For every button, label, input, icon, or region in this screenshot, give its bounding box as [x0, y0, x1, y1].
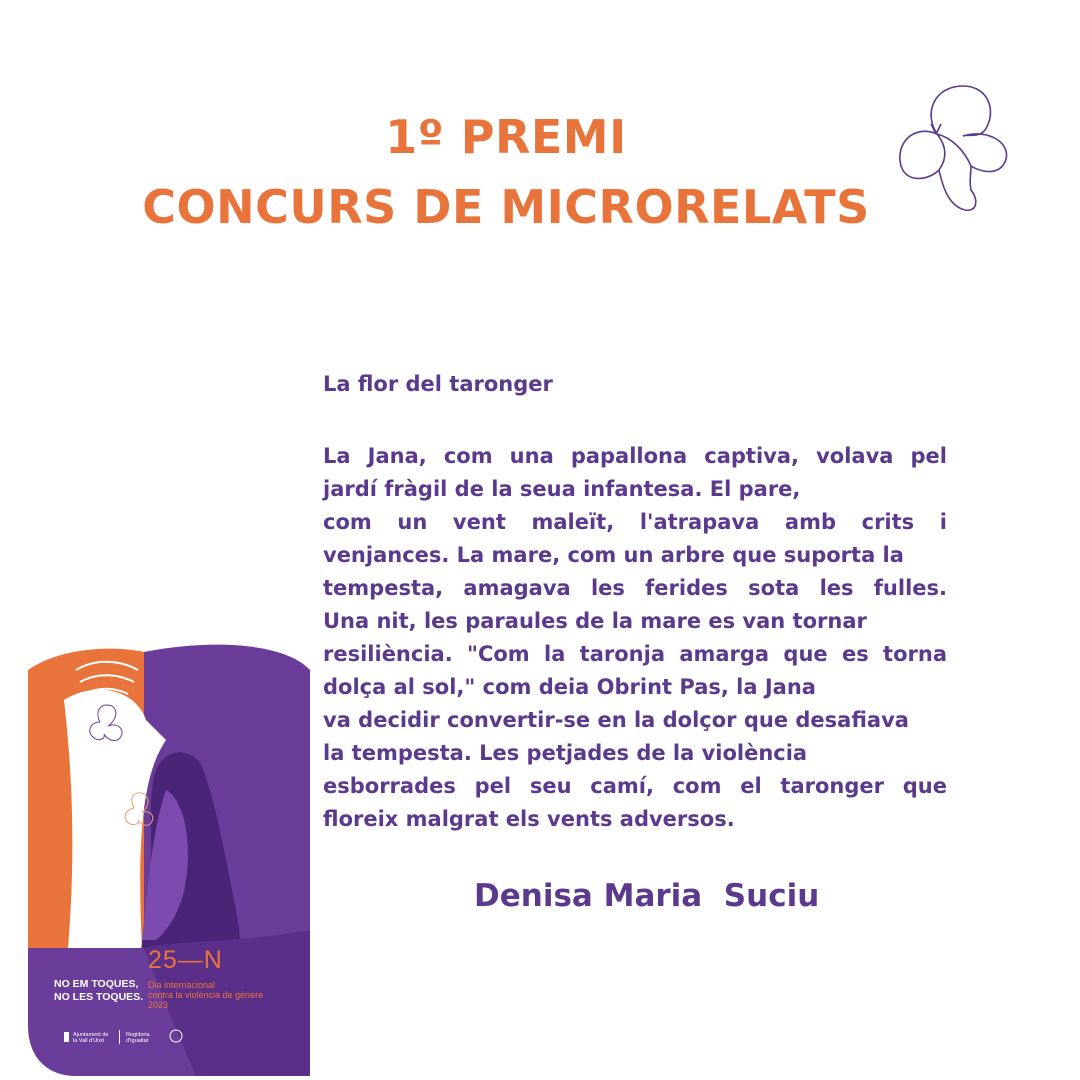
story-line: tempesta, amagava les ferides sota les fulles. — [323, 576, 947, 600]
story-line: La Jana, com una papallona captiva, volava pel — [323, 444, 947, 468]
header-title-line1: 1º PREMI — [385, 110, 627, 164]
story-line: com un vent maleït, l'atrapava amb crits i — [323, 510, 947, 534]
story-line: jardí fràgil de la seua infantesa. El pare, — [323, 477, 801, 501]
story-line: resiliència. "Com la taronja amarga que es torna — [323, 642, 947, 666]
poster-logo1-line1: Ajuntament de — [73, 1032, 109, 1038]
story-line: dolça al sol," com deia Obrint Pas, la Jana — [323, 675, 816, 699]
story-line: va decidir convertir-se en la dolçor que desafiava — [323, 708, 909, 732]
story-line: Una nit, les paraules de la mare es van tornar — [323, 609, 867, 633]
poster-logo2-line2: d'Igualtat — [126, 1038, 149, 1044]
story-line: esborrades pel seu camí, com el taronger que — [323, 774, 947, 798]
poster-slogan-line1: NO EM TOQUES, — [54, 978, 139, 990]
story-title: La flor del taronger — [323, 372, 553, 396]
poster-slogan-line2: NO LES TOQUES. — [54, 991, 144, 1003]
butterfly-icon — [893, 82, 1013, 217]
story — [323, 368, 947, 836]
story-line: floreix malgrat els vents adversos. — [323, 807, 735, 831]
poster-date: 25—N — [148, 946, 223, 974]
story-line: venjances. La mare, com un arbre que suporta la — [323, 543, 904, 567]
poster-day-line1: Dia internacional — [148, 980, 216, 990]
header-title-line2: CONCURS DE MICRORELATS — [142, 180, 870, 234]
poster-logo1-line2: la Vall d'Uixó — [73, 1038, 105, 1044]
story-line: la tempesta. Les petjades de la violència — [323, 741, 808, 765]
poster-logo2-line1: Regidoria — [126, 1032, 150, 1038]
poster-year: 2023 — [148, 1000, 169, 1010]
poster-day-line2: contra la violència de gènere — [148, 990, 264, 1000]
campaign-poster — [16, 630, 310, 1076]
author-name: Denisa Maria Suciu — [474, 878, 820, 914]
